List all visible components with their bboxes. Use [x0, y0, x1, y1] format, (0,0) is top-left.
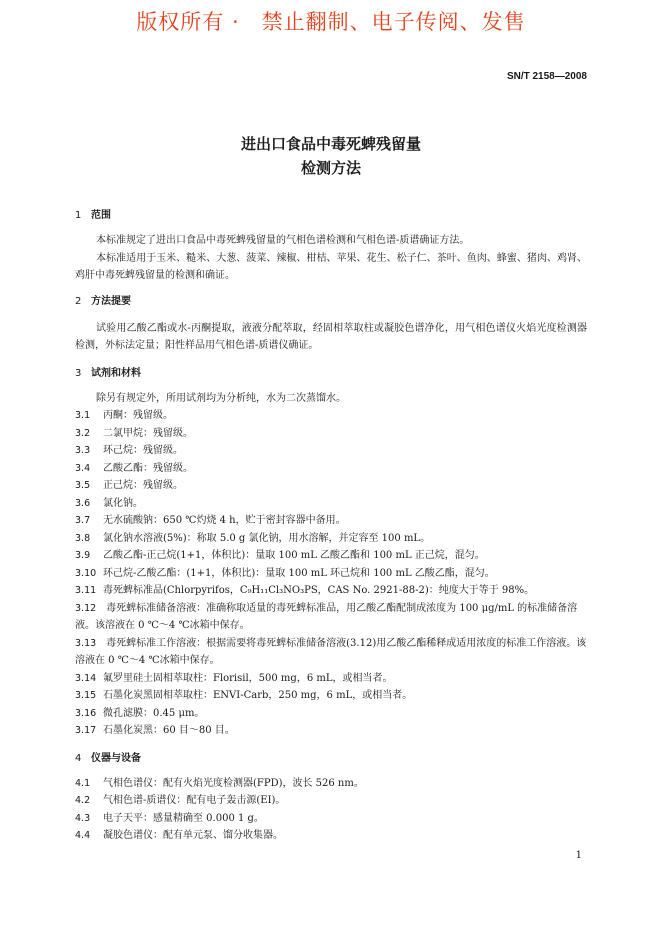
document-body: [75, 208, 587, 845]
clause-text: 毒死蜱标准储备溶液：准确称取适量的毒死蜱标准品，用乙酸乙酯配制成浓度为 100 μg/mL 的标准储备溶液。该溶液在 0 ℃～4 ℃冰箱中保存。: [75, 602, 578, 631]
clause-number: 3.6: [75, 497, 91, 509]
clause-text: 氟罗里硅土固相萃取柱：Florisil，500 mg，6 mL，或相当者。: [103, 672, 393, 684]
clause-item: [75, 670, 587, 688]
clause-text: 毒死蜱标准工作溶液：根据需要将毒死蜱标准储备溶液(3.12)用乙酸乙酯稀释成适用浓度的标准工作溶液。该溶液在 0 ℃～4 ℃冰箱中保存。: [75, 637, 587, 666]
clause-text: 环己烷-乙酸乙酯：(1+1，体积比)：量取 100 mL 环己烷和 100 mL 乙酸乙酯，混匀。: [103, 567, 495, 579]
clause-number: 3.7: [75, 515, 91, 526]
clause-number: 3.1: [75, 410, 91, 421]
clause-text: 乙酸乙酯：残留级。: [103, 462, 193, 474]
clause-number: 4.2: [75, 795, 91, 806]
clause-item: [75, 600, 587, 635]
reagent-list: [75, 407, 587, 740]
clause-text: 氯化钠水溶液(5%)：称取 5.0 g 氯化钠，用水溶解，并定容至 100 mL。: [103, 532, 431, 544]
section-heading-instruments: [75, 751, 587, 766]
section-number: 3: [75, 367, 82, 379]
clause-text: 石墨化炭黑：60 目～80 目。: [103, 725, 235, 736]
clause-number: 3.16: [75, 707, 97, 719]
clause-item: [75, 565, 587, 583]
clause-number: 4.4: [75, 830, 91, 841]
section-title: 方法提要: [91, 295, 131, 307]
section-title: 仪器与设备: [91, 752, 141, 764]
clause-number: 3.10: [75, 567, 97, 579]
clause-item: [75, 442, 587, 460]
title-line-1: 进出口食品中毒死蜱残留量: [240, 135, 421, 153]
section-heading-reagents: [75, 366, 587, 381]
section-number: 4: [75, 752, 82, 764]
document-title: [0, 132, 662, 180]
clause-number: 3.5: [75, 480, 91, 491]
clause-text: 凝胶色谱仪：配有单元泵、馏分收集器。: [103, 830, 283, 841]
clause-number: 3.11: [75, 585, 97, 596]
clause-number: 3.14: [75, 672, 97, 684]
clause-number: 3.13: [75, 637, 97, 649]
clause-number: 3.17: [75, 725, 97, 736]
clause-number: 4.3: [75, 812, 91, 824]
clause-number: 3.4: [75, 462, 91, 474]
clause-item: [75, 792, 587, 810]
instrument-list: [75, 775, 587, 845]
paragraph: 本标准适用于玉米、糙米、大葱、菠菜、辣椒、柑桔、苹果、花生、松子仁、茶叶、鱼肉、蜂蜜、猪肉、鸡肾、鸡肝中毒死蜱残留量的检测和确证。: [75, 252, 587, 281]
clause-text: 微孔滤膜：0.45 μm。: [103, 707, 205, 719]
section-number: 1: [75, 210, 82, 221]
clause-item: [75, 477, 587, 495]
clause-number: 3.12: [75, 602, 97, 614]
clause-item: [75, 687, 587, 705]
clause-item: [75, 635, 587, 670]
section-heading-method-summary: [75, 294, 587, 309]
clause-text: 无水硫酸钠：650 ℃灼烧 4 h，贮于密封容器中备用。: [103, 515, 346, 526]
clause-item: [75, 530, 587, 548]
clause-number: 4.1: [75, 777, 91, 789]
clause-text: 正己烷：残留级。: [103, 480, 183, 491]
paragraph: 试验用乙酸乙酯或水-丙酮提取，液液分配萃取，经固相萃取柱或凝胶色谱净化，用气相色谱仪火焰光度检测器检测，外标法定量；阳性样品用气相色谱-质谱仪确证。: [75, 322, 587, 351]
clause-text: 丙酮：残留级。: [103, 410, 173, 421]
clause-text: 石墨化炭黑固相萃取柱：ENVI-Carb，250 mg，6 mL，或相当者。: [103, 690, 413, 701]
section-heading-scope: [75, 208, 587, 223]
clause-item: [75, 512, 587, 530]
clause-text: 环己烷：残留级。: [103, 445, 183, 456]
clause-item: [75, 722, 587, 740]
clause-number: 3.2: [75, 427, 91, 439]
clause-item: [75, 460, 587, 478]
clause-text: 气相色谱-质谱仪：配有电子轰击源(EI)。: [103, 795, 286, 806]
clause-number: 3.8: [75, 532, 91, 544]
section-number: 2: [75, 295, 82, 307]
clause-number: 3.15: [75, 690, 97, 701]
page-number: 1: [575, 850, 582, 861]
clause-text: 气相色谱仪：配有火焰光度检测器(FPD)，波长 526 nm。: [103, 777, 364, 789]
paragraph: 本标准规定了进出口食品中毒死蜱残留量的气相色谱检测和气相色谱-质谱确证方法。: [96, 235, 470, 246]
clause-item: [75, 495, 587, 513]
clause-text: 毒死蜱标准品(Chlorpyrifos，C₉H₁₁Cl₃NO₃PS，CAS No. 2921-88-2)：纯度大于等于 98%。: [103, 585, 535, 596]
clause-item: [75, 827, 587, 845]
clause-text: 二氯甲烷：残留级。: [103, 427, 193, 439]
paragraph: 除另有规定外，所用试剂均为分析纯，水为二次蒸馏水。: [96, 392, 346, 404]
clause-item: [75, 407, 587, 425]
copyright-banner: 版权所有 · 禁止翻制、电子传阅、发售: [136, 10, 526, 34]
clause-number: 3.3: [75, 445, 91, 456]
clause-item: [75, 425, 587, 443]
clause-text: 乙酸乙酯-正己烷(1+1，体积比)：量取 100 mL 乙酸乙酯和 100 mL 正己烷，混匀。: [103, 550, 485, 561]
clause-number: 3.9: [75, 550, 91, 561]
clause-item: [75, 547, 587, 565]
clause-item: [75, 810, 587, 828]
section-title: 试剂和材料: [91, 367, 141, 379]
clause-item: [75, 705, 587, 723]
title-line-2: 检测方法: [300, 159, 361, 177]
section-title: 范围: [91, 210, 111, 221]
clause-text: 氯化钠。: [103, 497, 143, 509]
standard-code: SN/T 2158—2008: [506, 71, 587, 82]
clause-item: [75, 582, 587, 600]
clause-text: 电子天平：感量精确至 0.000 1 g。: [103, 812, 264, 824]
clause-item: [75, 775, 587, 793]
